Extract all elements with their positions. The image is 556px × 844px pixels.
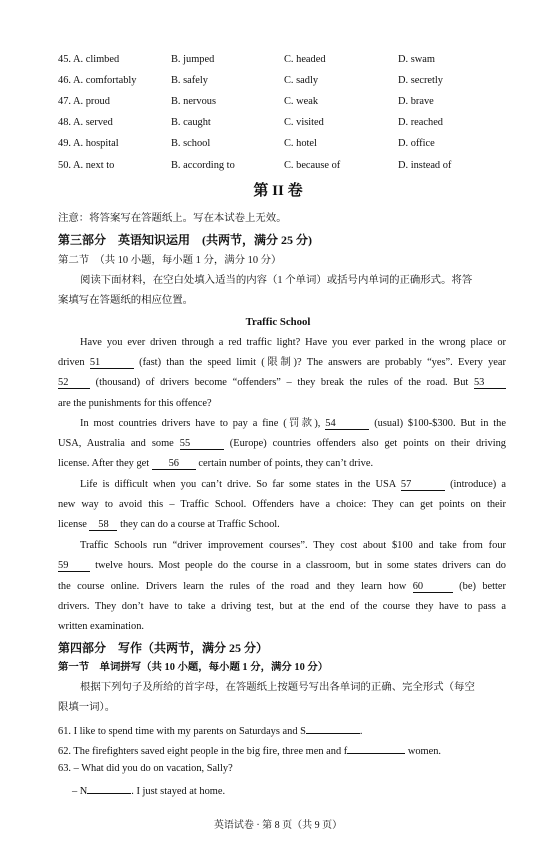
option-row-45 xyxy=(58,53,528,67)
passage-text: driven xyxy=(58,357,85,368)
passage-line: new way to avoid this – Traffic School. Offenders have a choice: They can get points on their xyxy=(58,499,506,510)
option-b: B. jumped xyxy=(171,54,215,65)
passage-title: Traffic School xyxy=(245,316,311,328)
option-d: D. swam xyxy=(398,54,435,65)
passage-text: twelve hours. Most people do the course in a classroom, but in some states drivers can do xyxy=(95,560,506,571)
option-b: B. caught xyxy=(171,117,211,128)
option-c: C. headed xyxy=(284,54,326,65)
passage-line xyxy=(58,580,506,594)
question-text: 62. The firefighters saved eight people in the big fire, three men and f xyxy=(58,746,348,757)
blank-53: 53 xyxy=(474,377,506,389)
option-a: 49. A. hospital xyxy=(58,138,119,149)
option-c: C. hotel xyxy=(284,138,317,149)
option-d: D. reached xyxy=(398,117,443,128)
question-63: 63. – What did you do on vacation, Sally? xyxy=(58,763,233,774)
question-text: 61. I like to spend time with my parents on Saturdays and S xyxy=(58,726,306,737)
option-c: C. visited xyxy=(284,117,324,128)
passage-text: license. After they get xyxy=(58,458,150,469)
passage-text: (fast) than the speed limit (限制)? The answers are probably “yes”. Every year xyxy=(139,357,506,368)
blank-63 xyxy=(87,782,131,794)
passage-text: they can do a course at Traffic School. xyxy=(120,519,280,530)
question-text: . I just stayed at home. xyxy=(131,786,226,797)
instruction-line: 根据下列句子及所给的首字母，在答题纸上按题号写出各单词的正确、完全形式（每空 xyxy=(80,682,475,693)
option-b: B. nervous xyxy=(171,96,217,107)
blank-60: 60 xyxy=(413,581,453,593)
option-d: D. office xyxy=(398,138,435,149)
option-c: C. sadly xyxy=(284,75,319,86)
option-c: C. weak xyxy=(284,96,319,107)
blank-58: 58 xyxy=(89,519,117,531)
passage-line xyxy=(58,356,506,370)
passage-text: the course online. Drivers learn the rules of the road and they learn how xyxy=(58,581,407,592)
option-c: C. because of xyxy=(284,160,341,171)
notice: 注意：将答案写在答题纸上。写在本试卷上无效。 xyxy=(58,213,287,224)
instruction-line: 限填一词）。 xyxy=(58,702,116,713)
option-b: B. safely xyxy=(171,75,208,86)
option-row-46 xyxy=(58,74,528,88)
passage-text: Life is difficult when you can’t drive. So far some states in the USA xyxy=(80,479,396,490)
passage-text: (be) better xyxy=(459,581,506,592)
passage-line: are the punishments for this offence? xyxy=(58,398,212,409)
section-four-heading: 第四部分 写作（共两节，满分 25 分） xyxy=(58,641,269,655)
blank-52: 52 xyxy=(58,377,90,389)
instruction-line: 案填写在答题纸的相应位置。 xyxy=(58,295,194,306)
blank-62 xyxy=(347,742,405,754)
passage-line xyxy=(80,478,506,492)
passage-text: (Europe) countries offenders also get points on their driving xyxy=(229,438,506,449)
blank-55: 55 xyxy=(180,438,224,450)
option-a: 48. A. served xyxy=(58,117,113,128)
passage-line xyxy=(58,518,506,532)
passage-text: In most countries drivers have to pay a fine (罚款), xyxy=(80,418,321,429)
passage-line xyxy=(58,376,506,390)
passage-line: Traffic Schools run “driver improvement courses”. They cost about $100 and take from four xyxy=(80,540,506,551)
option-row-50 xyxy=(58,159,528,173)
passage-line: drivers. They don’t have to take a driving test, but at the end of the course they have to pass a xyxy=(58,601,506,612)
passage-line xyxy=(80,417,506,431)
blank-61 xyxy=(306,722,360,734)
passage-text: (thousand) of drivers become “offenders” – they break the rules of the road. But xyxy=(95,377,469,388)
passage-text: certain number of points, they can’t drive. xyxy=(198,458,374,469)
option-a: 45. A. climbed xyxy=(58,54,120,65)
section-three-heading: 第三部分 英语知识运用 (共两节，满分 25 分) xyxy=(58,233,312,247)
option-d: D. brave xyxy=(398,96,434,107)
passage-text: (usual) $100-$300. But in the xyxy=(374,418,506,429)
blank-54: 54 xyxy=(325,418,369,430)
passage-line: written examination. xyxy=(58,621,144,632)
question-61: 61. I like to spend time with my parents on Saturdays and S . xyxy=(58,722,506,739)
passage-text: USA, Australia and some xyxy=(58,438,174,449)
option-a: 50. A. next to xyxy=(58,160,115,171)
instruction-line: 阅读下面材料，在空白处填入适当的内容（1 个单词）或括号内单词的正确形式。将答 xyxy=(80,275,473,286)
passage-text: license xyxy=(58,519,87,530)
page-footer: 英语试卷 · 第 8 页（共 9 页） xyxy=(213,820,343,831)
blank-57: 57 xyxy=(401,479,445,491)
option-row-48 xyxy=(58,116,528,130)
option-d: D. instead of xyxy=(398,160,452,171)
option-d: D. secretly xyxy=(398,75,444,86)
option-a: 46. A. comfortably xyxy=(58,75,137,86)
option-a: 47. A. proud xyxy=(58,96,110,107)
section-three-subheading: 第二节 （共 10 小题，每小题 1 分，满分 10 分） xyxy=(58,255,282,266)
option-row-49 xyxy=(58,137,528,151)
option-b: B. according to xyxy=(171,160,235,171)
passage-line xyxy=(58,559,506,573)
blank-51: 51 xyxy=(90,357,134,369)
question-63-answer xyxy=(72,782,520,799)
part-two-title: 第 II 卷 xyxy=(253,183,303,199)
question-62 xyxy=(58,742,506,759)
section-four-subheading: 第一节 单词拼写（共 10 小题，每小题 1 分，满分 10 分） xyxy=(58,662,329,673)
blank-59: 59 xyxy=(58,560,90,572)
passage-text: (introduce) a xyxy=(450,479,506,490)
option-b: B. school xyxy=(171,138,211,149)
passage-line xyxy=(58,457,506,471)
question-text: women. xyxy=(407,746,441,757)
passage-line: Have you ever driven through a red traffic light? Have you ever parked in the wrong place or xyxy=(80,337,506,348)
passage-line xyxy=(58,437,506,451)
question-text: – N xyxy=(72,786,88,797)
blank-56: 56 xyxy=(152,458,196,470)
option-row-47 xyxy=(58,95,528,109)
